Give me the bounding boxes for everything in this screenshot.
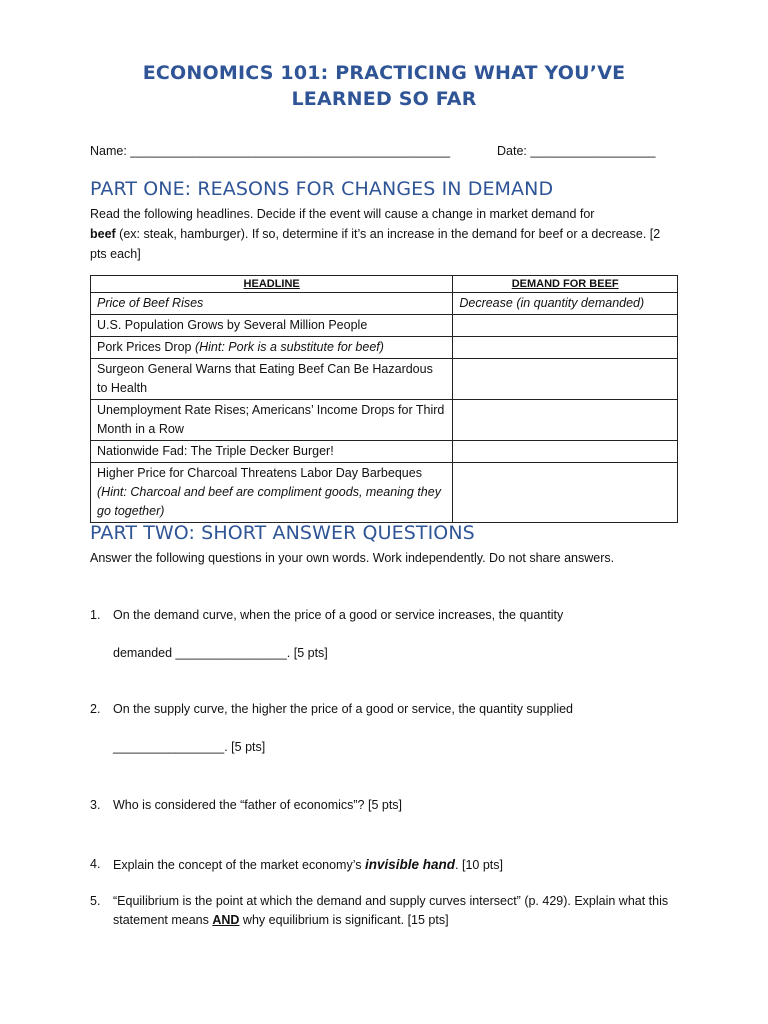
name-field: Name: ______________________________________________ [90, 144, 451, 158]
column-header-demand: DEMAND FOR BEEF [453, 276, 678, 293]
instructions-text-a: Read the following headlines. Decide if the event will cause a change in market demand for [90, 207, 595, 221]
table-row [91, 359, 678, 400]
question-emphasis: invisible hand [365, 857, 456, 872]
question-text-a: “Equilibrium is the point at which the demand and supply curves intersect” (p. 429). Explain what this statement means [113, 894, 669, 927]
instructions-bold-word: beef [90, 227, 116, 241]
table-row [91, 337, 678, 359]
part-two-instructions: Answer the following questions in your own words. Work independently. Do not share answers. [90, 551, 615, 565]
headline-text: Pork Prices Drop [97, 340, 195, 354]
question-number: 5. [90, 894, 101, 908]
question-answer-line: ________________. [5 pts] [113, 740, 266, 754]
question-text-b: why equilibrium is significant. [15 pts] [239, 913, 449, 927]
page-title [90, 60, 678, 112]
headline-cell [91, 463, 453, 523]
demand-cell[interactable] [453, 337, 678, 359]
headline-text: Higher Price for Charcoal Threatens Labor Day Barbeques [97, 466, 422, 480]
demand-cell: Decrease (in quantity demanded) [453, 293, 678, 315]
question-text [113, 855, 688, 875]
instructions-text-b: (ex: steak, hamburger). If so, determine if it’s an increase in the demand for beef or a decrease. [2 pts each] [90, 227, 661, 261]
question-text: Who is considered the “father of economics”? [5 pts] [113, 798, 403, 812]
demand-cell[interactable] [453, 400, 678, 441]
part-one-heading: PART ONE: REASONS FOR CHANGES IN DEMAND [90, 178, 554, 200]
question-text-b: . [10 pts] [455, 858, 503, 872]
headline-cell: Surgeon General Warns that Eating Beef Can Be Hazardous to Health [91, 359, 453, 400]
question-emphasis: AND [212, 913, 240, 927]
part-two-heading: PART TWO: SHORT ANSWER QUESTIONS [90, 522, 475, 544]
demand-cell[interactable] [453, 315, 678, 337]
demand-cell[interactable] [453, 463, 678, 523]
table-row [91, 315, 678, 337]
question-number: 1. [90, 608, 101, 622]
headline-table [90, 275, 678, 523]
question-number: 2. [90, 702, 101, 716]
title-line-1: ECONOMICS 101: PRACTICING WHAT YOU’VE [142, 62, 626, 84]
headline-cell: Nationwide Fad: The Triple Decker Burger! [91, 441, 453, 463]
table-row [91, 400, 678, 441]
demand-cell[interactable] [453, 359, 678, 400]
question-answer-line: demanded ________________. [5 pts] [113, 646, 328, 660]
question-text-a: Explain the concept of the market economy’s [113, 858, 365, 872]
table-row [91, 293, 678, 315]
headline-cell: U.S. Population Grows by Several Million People [91, 315, 453, 337]
table-row [91, 441, 678, 463]
headline-cell: Price of Beef Rises [91, 293, 453, 315]
headline-cell [91, 337, 453, 359]
date-field: Date: __________________ [497, 144, 656, 158]
headline-hint: (Hint: Pork is a substitute for beef) [194, 340, 384, 354]
column-header-headline: HEADLINE [91, 276, 453, 293]
question-text: On the demand curve, when the price of a good or service increases, the quantity [113, 608, 564, 622]
question-text: On the supply curve, the higher the price of a good or service, the quantity supplied [113, 702, 573, 716]
table-header-row [91, 276, 678, 293]
headline-hint: (Hint: Charcoal and beef are compliment goods, meaning they go together) [97, 485, 441, 518]
table-row [91, 463, 678, 523]
demand-cell[interactable] [453, 441, 678, 463]
question-text [113, 892, 688, 930]
question-number: 3. [90, 798, 101, 812]
headline-cell: Unemployment Rate Rises; Americans’ Income Drops for Third Month in a Row [91, 400, 453, 441]
part-one-instructions [90, 204, 670, 264]
question-number: 4. [90, 857, 101, 871]
title-line-2: LEARNED SO FAR [291, 88, 477, 110]
